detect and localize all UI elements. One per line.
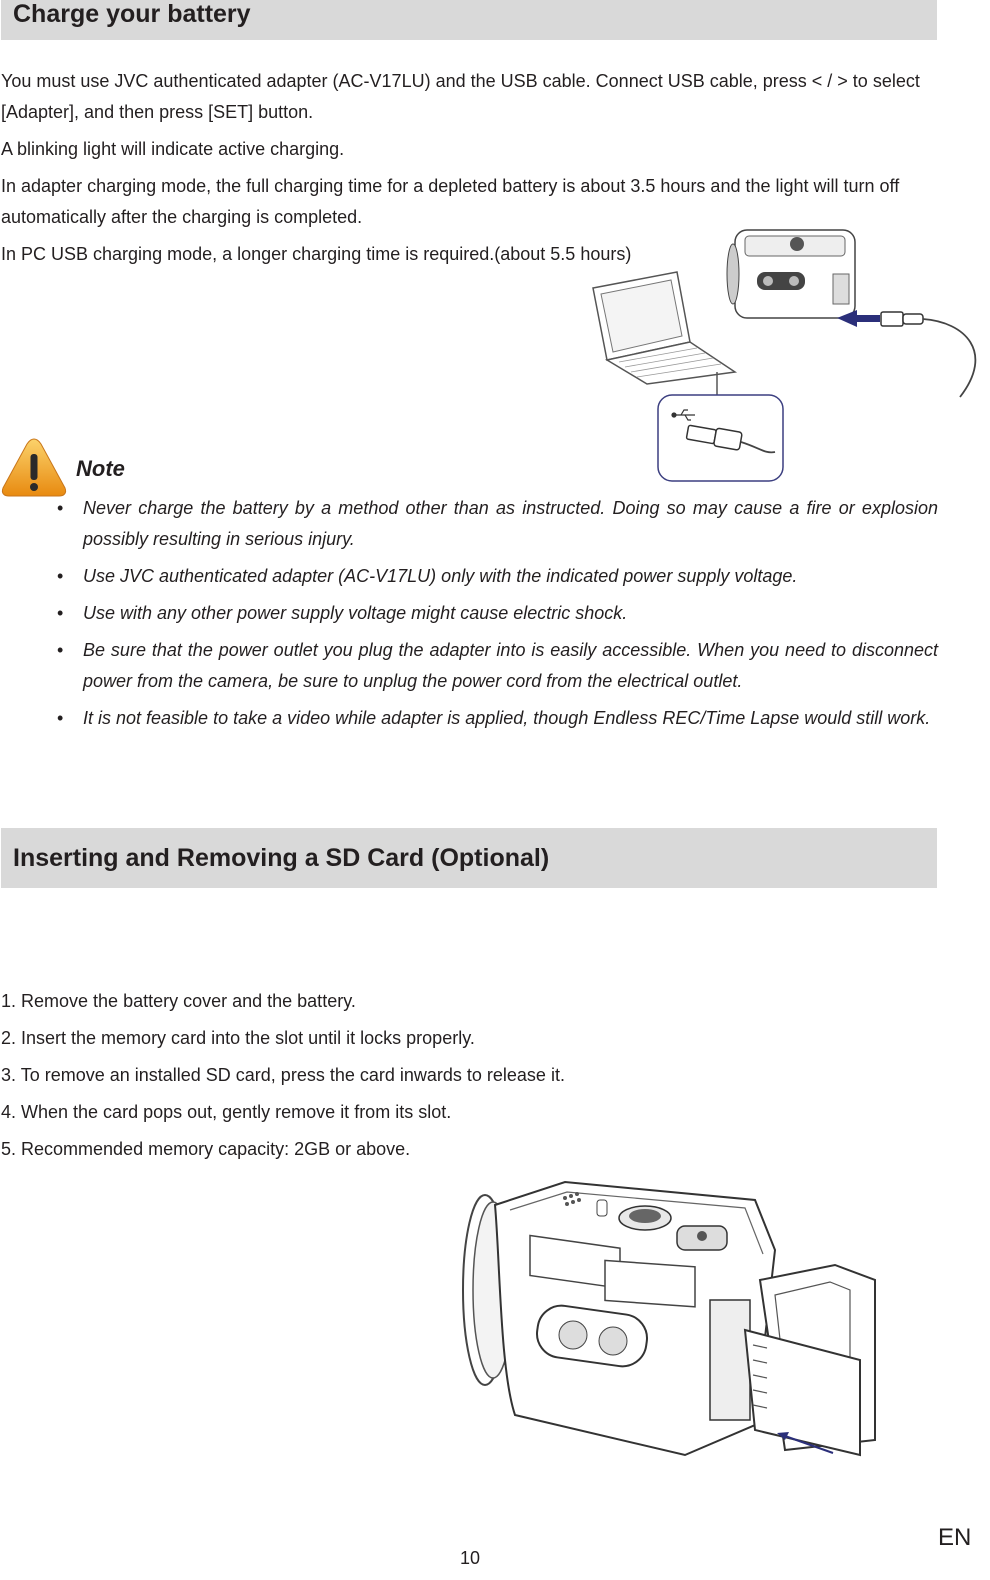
note-item: • Never charge the battery by a method other than as instructed. Doing so may cause a fire or explosion possibly resulting in serious injury. (57, 498, 938, 549)
section-header-sd-card (1, 828, 937, 888)
language-label: EN (938, 1524, 972, 1551)
note-list (0, 493, 938, 740)
charge-paragraph-4: In PC USB charging mode, a longer charging time is required.(about 5.5 hours) (1, 244, 632, 264)
step-item: 1. Remove the battery cover and the battery. (1, 991, 356, 1011)
charging-illustration (585, 222, 990, 484)
step-item: 4. When the card pops out, gently remove it from its slot. (1, 1102, 452, 1122)
section-title: Charge your battery (13, 0, 251, 28)
note-title: Note (76, 456, 125, 481)
page-number: 10 (460, 1548, 481, 1568)
note-item: • Be sure that the power outlet you plug the adapter into is easily accessible. When you need to disconnect power from the camera, be sure to unplug the power cord from the electrical outlet. (57, 640, 938, 691)
section-title: Inserting and Removing a SD Card (Optional) (13, 844, 550, 872)
note-item: • Use with any other power supply voltage might cause electric shock. (57, 603, 628, 623)
step-item: 5. Recommended memory capacity: 2GB or above. (1, 1139, 411, 1159)
section-header-charge (1, 0, 937, 40)
note-item: • It is not feasible to take a video while adapter is applied, though Endless REC/Time Lapse would still work. (57, 708, 931, 728)
charge-paragraph-1: You must use JVC authenticated adapter (AC-V17LU) and the USB cable. Connect USB cable, press < / > to select [Adapter], and then press [SET] button. (1, 71, 920, 122)
charge-paragraph-2: A blinking light will indicate active charging. (1, 139, 345, 159)
camera-side-icon (727, 230, 855, 318)
sd-card-illustration (455, 1170, 895, 1470)
warning-icon (0, 436, 68, 498)
note-item: • Use JVC authenticated adapter (AC-V17LU) only with the indicated power supply voltage. (57, 566, 798, 586)
sd-steps-list (1, 983, 565, 1168)
charge-paragraph-3: In adapter charging mode, the full charging time for a depleted battery is about 3.5 hours and the light will turn off automatically after the charging is completed. (1, 176, 900, 227)
step-item: 2. Insert the memory card into the slot until it locks properly. (1, 1028, 475, 1048)
step-item: 3. To remove an installed SD card, press the card inwards to release it. (1, 1065, 565, 1085)
